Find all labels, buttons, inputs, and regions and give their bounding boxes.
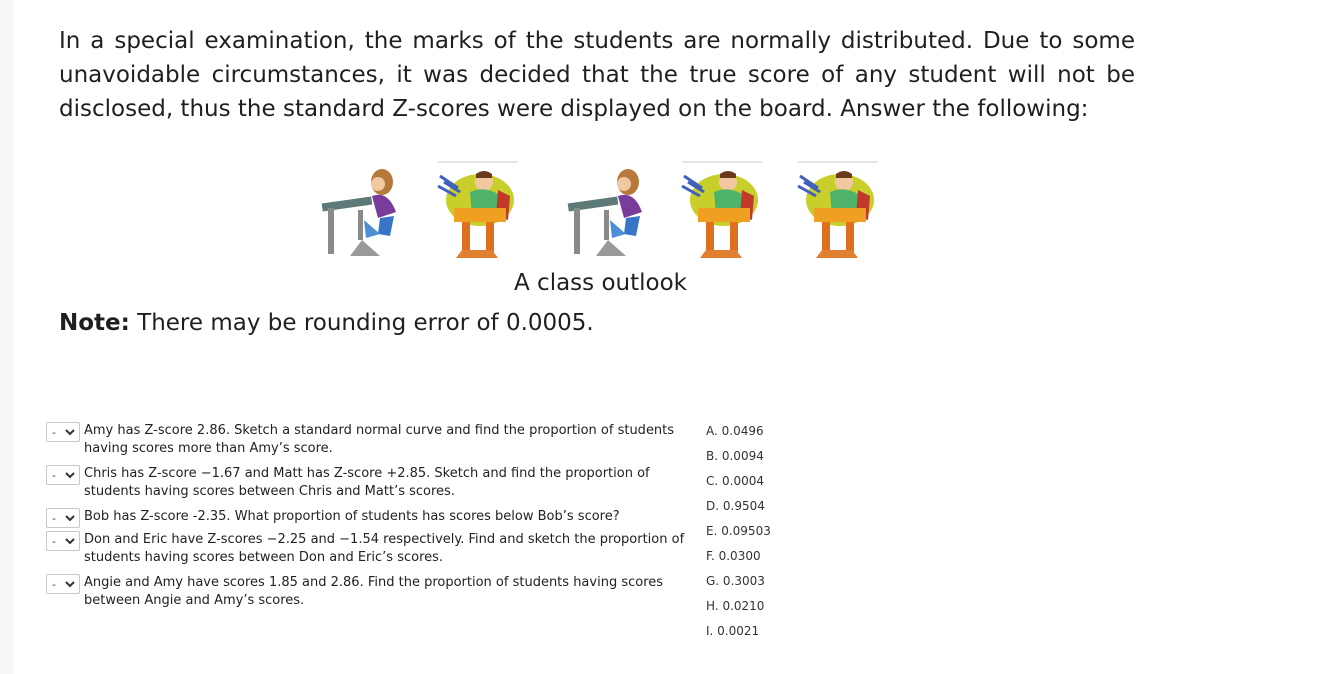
question-text-1: Amy has Z-score 2.86. Sketch a standard normal curve and find the proportion of students having scores more than Amy’s score. — [84, 423, 675, 456]
answer-options — [706, 422, 771, 647]
chevron-down-icon — [61, 575, 79, 593]
chevron-down-icon — [61, 423, 79, 441]
question-text-5: Angie and Amy have scores 1.85 and 2.86. Find the proportion of students having scores between Angie and Amy’s scores. — [84, 575, 664, 608]
note — [59, 310, 594, 336]
dropdown-value: - — [52, 468, 56, 482]
question-text-2: Chris has Z-score −1.67 and Matt has Z-score +2.85. Sketch and find the proportion of students having scores between Chris and Matt’s scores. — [84, 466, 650, 499]
answer-option-e: E. 0.09503 — [706, 524, 771, 538]
girl-at-desk-image-2 — [566, 160, 656, 260]
dropdown-value: - — [52, 425, 56, 439]
intro-paragraph: In a special examination, the marks of the students are normally distributed. Due to some unavoidable circumstances, it was decided that the true score of any student will not be disclosed, thus the standard Z-scores were displayed on the board. Answer the following: — [59, 28, 1135, 122]
boy-at-desk-image-2 — [680, 160, 764, 266]
answer-dropdown-5[interactable] — [46, 574, 80, 594]
answer-option-f: F. 0.0300 — [706, 549, 761, 563]
question-row-1 — [46, 422, 704, 458]
answer-dropdown-4[interactable] — [46, 531, 80, 551]
boy-at-desk-image-1 — [436, 160, 520, 266]
chevron-down-icon — [61, 509, 79, 527]
answer-dropdown-1[interactable] — [46, 422, 80, 442]
question-text-4: Don and Eric have Z-scores −2.25 and −1.54 respectively. Find and sketch the proportion of students having scores between Don and Eric’s scores. — [84, 532, 685, 565]
question-row-5 — [46, 574, 704, 610]
answer-option-i: I. 0.0021 — [706, 624, 760, 638]
question-row-2 — [46, 465, 704, 501]
question-text-3: Bob has Z-score -2.35. What proportion of students has scores below Bob’s score? — [84, 509, 620, 524]
girl-at-desk-image-1 — [320, 160, 410, 260]
note-label: Note: — [59, 310, 130, 336]
chevron-down-icon — [61, 466, 79, 484]
chevron-down-icon — [61, 532, 79, 550]
answer-dropdown-2[interactable] — [46, 465, 80, 485]
question-row-4 — [46, 531, 704, 567]
figure-caption: A class outlook — [514, 270, 687, 296]
note-text: There may be rounding error of 0.0005. — [129, 310, 594, 336]
answer-option-g: G. 0.3003 — [706, 574, 765, 588]
answer-option-b: B. 0.0094 — [706, 449, 764, 463]
dropdown-value: - — [52, 511, 56, 525]
answer-option-h: H. 0.0210 — [706, 599, 765, 613]
dropdown-value: - — [52, 534, 56, 548]
question-row-3 — [46, 508, 704, 528]
question-panel — [14, 0, 1342, 674]
answer-option-d: D. 0.9504 — [706, 499, 765, 513]
dropdown-value: - — [52, 577, 56, 591]
answer-option-c: C. 0.0004 — [706, 474, 764, 488]
answer-dropdown-3[interactable] — [46, 508, 80, 528]
answer-option-a: A. 0.0496 — [706, 424, 764, 438]
boy-at-desk-image-3 — [796, 160, 880, 266]
